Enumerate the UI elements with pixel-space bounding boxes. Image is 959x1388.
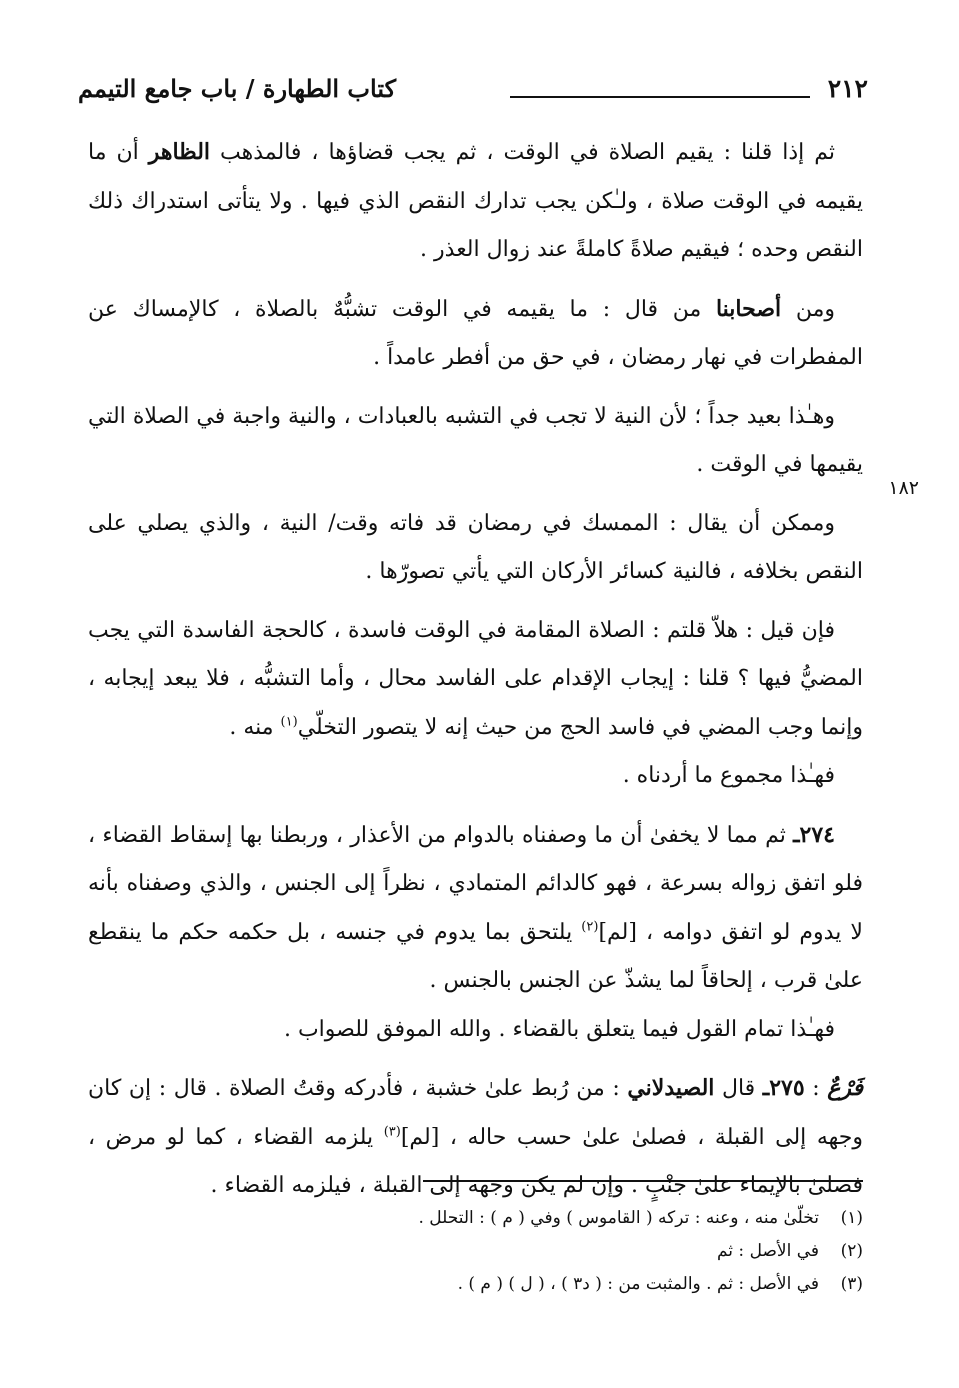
footnote-text: تخلّىٰ منه ، وعنه : تركه ( القاموس ) وفي ( م ) : التحلل . <box>418 1208 819 1228</box>
text-span: : من رُبط علىٰ خشبة ، فأدركه وقتُ الصلاة . قال : إن كان وجهه إلى القبلة ، فصلىٰ علىٰ حسب حاله ، [لم] <box>88 1076 863 1150</box>
paragraph-3: وهـٰذا بعيد جداً ؛ لأن النية لا تجب في التشبه بالعبادات ، والنية واجبة في الصلاة التي يقيمها في الوقت . <box>88 403 863 477</box>
paragraph-4: وممكن أن يقال : الممسك في رمضان قد فاته وقت/ النية ، والذي يصلي على النقص بخلافه ، فالنية كسائر الأركان التي يأتي تصورّها . <box>88 510 863 584</box>
text-span: قال <box>714 1076 763 1101</box>
book-title: كتاب الطهارة / باب جامع التيمم <box>78 74 396 103</box>
footnotes <box>88 1202 863 1301</box>
footnote-ref-3[interactable]: (٣) <box>383 1124 401 1140</box>
section-number: ٢٧٤ـ <box>793 821 835 848</box>
bold-term: الظاهر <box>148 139 211 165</box>
paragraph-9 <box>88 1064 863 1211</box>
text-span: فإن قيل : هلاّ قلتم : الصلاة المقامة في الوقت فاسدة ، كالحجة الفاسدة التي يجب المضيُّ فيها ؟ قلنا : إيجاب الإقدام على الفاسد محال ، وأما التشبُّه ، فلا يبعد إيجابه ، وإنما وجب المضي في فاسد الحج من حيث إنه لا يتصور التخلّي <box>88 617 863 740</box>
text-span: ثم مما لا يخفىٰ أن ما وصفناه بالدوام من الأعذار ، وربطنا بها إسقاط القضاء ، فلو اتفق زواله بسرعة ، فهو كالدائم المتمادي ، نظراً إلى الجنس ، والذي وصفناه بأنه لا يدوم لو اتفق دوامه ، [لم] <box>88 822 863 945</box>
paragraph-7 <box>88 811 863 1006</box>
footnote-ref-1[interactable]: (١) <box>280 714 298 730</box>
footnote-mark: (٣) <box>840 1274 863 1294</box>
footnote-mark: (١) <box>840 1208 863 1228</box>
footnote-separator <box>423 1180 863 1182</box>
text-span: يلتحق بما يدوم في جنسه ، بل حكمه حكم ما ينقطع علىٰ قرب ، إلحاقاً لما يشذّ عن الجنس بالجنس . <box>88 919 863 993</box>
section-number: ٢٧٥ـ <box>762 1075 805 1101</box>
text-span: من قال : ما يقيمه في الوقت تشبُّهٌ بالصلاة ، كالإمساك عن المفطرات في نهار رمضان ، في حق من أفطر عامداً . <box>88 296 863 370</box>
page-number: ٢١٢ <box>827 74 868 103</box>
footnote-3 <box>88 1268 863 1301</box>
footnote-ref-2[interactable]: (٢) <box>581 919 599 935</box>
paragraph-8: فهـٰذا تمام القول فيما يتعلق بالقضاء . والله الموفق للصواب . <box>283 1016 835 1042</box>
paragraph-6: فهـٰذا مجموع ما أردناه . <box>622 763 835 788</box>
footnote-text: في الأصل : ثم <box>716 1241 819 1261</box>
footnote-mark: (٢) <box>840 1241 863 1261</box>
text-span: يلزمه القضاء ، كما لو مرض ، فصلىٰ بالإيماء علىٰ جنْبٍ . وإن لم يكن وجهه إلى القبلة ، فيلزمه القضاء . <box>88 1124 863 1198</box>
margin-folio-number: ١٨٢ <box>888 477 919 499</box>
text-span: : <box>804 1076 828 1101</box>
running-header <box>78 70 868 120</box>
footnote-1 <box>88 1202 863 1235</box>
paragraph-5 <box>88 607 863 753</box>
branch-label: فَرْعٌ <box>827 1075 863 1101</box>
bold-term: أصحابنا <box>715 295 782 322</box>
paragraph-1 <box>88 128 863 275</box>
paragraph-2 <box>88 285 863 383</box>
text-span: منه . <box>229 714 281 740</box>
main-text <box>88 128 863 1211</box>
text-span: ومن <box>781 296 835 322</box>
footnote-2 <box>88 1235 863 1268</box>
footnote-text: في الأصل : ثم . والمثبت من : ( د٣ ) ، ( ل ) ( م ) . <box>457 1274 819 1294</box>
header-rule <box>510 96 810 98</box>
text-span: أن ما يقيمه في الوقت صلاة ، ولـٰكن يجب تدارك النقص الذي فيها . ولا يتأتى استدراك ذلك النقص وحده ؛ فيقيم صلاةً كاملةً عند زوال العذر . <box>88 140 863 262</box>
text-span: ثم إذا قلنا : يقيم الصلاة في الوقت ، ثم يجب قضاؤها ، فالمذهب <box>210 140 835 165</box>
scholar-name: الصيدلاني <box>627 1075 715 1101</box>
